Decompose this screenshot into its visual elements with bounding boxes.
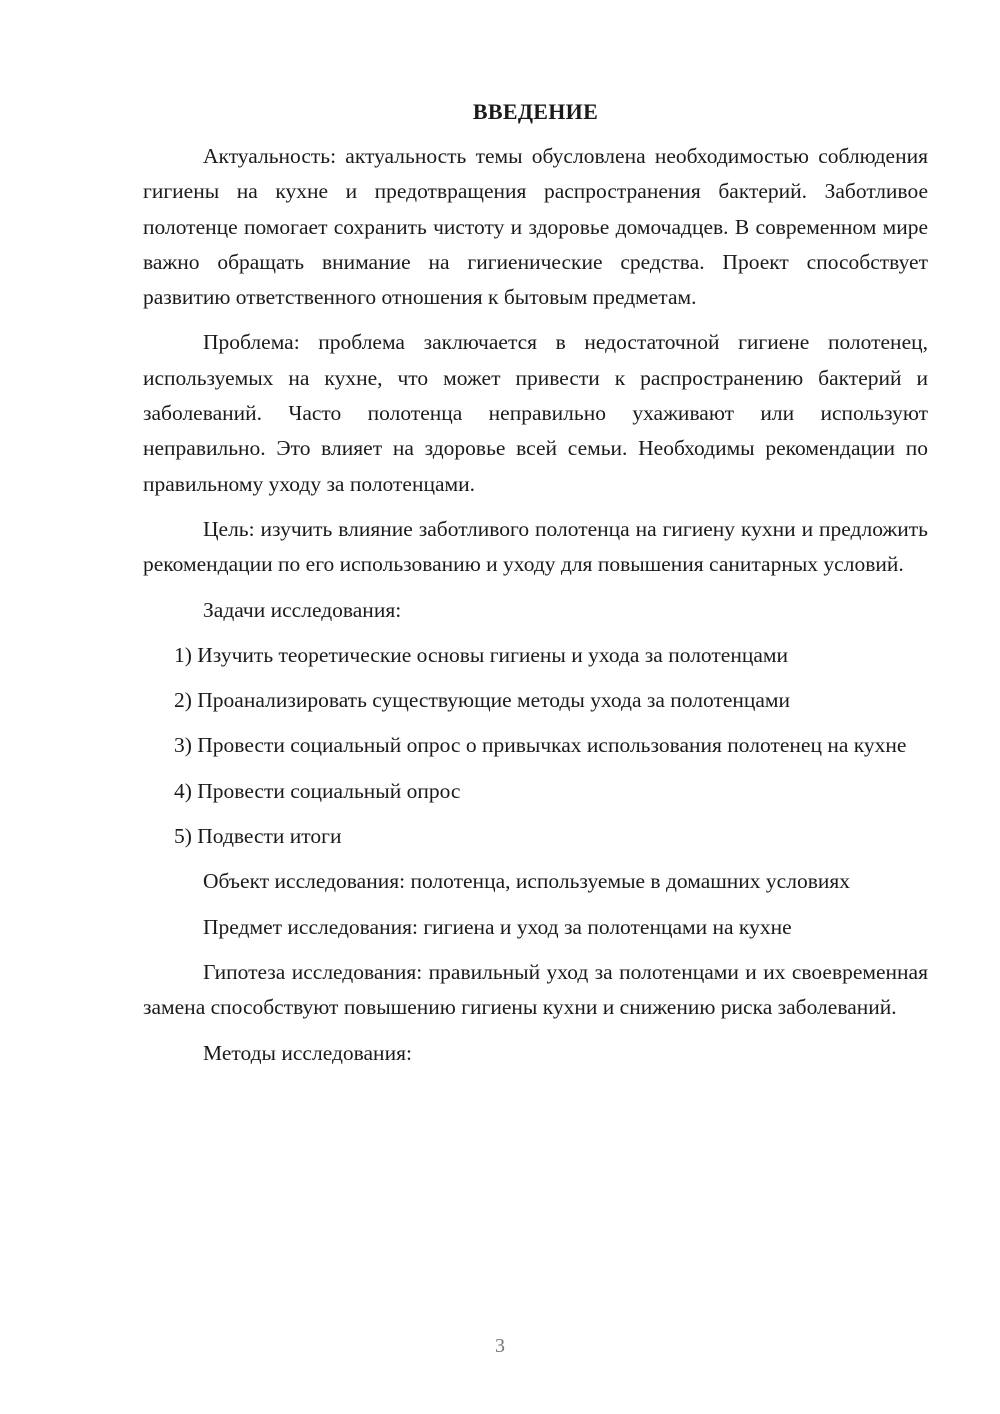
page-content <box>143 97 928 1081</box>
object-paragraph: Объект исследования: полотенца, используемые в домашних условиях <box>203 869 851 894</box>
task-item: 1) Изучить теоретические основы гигиены и ухода за полотенцами <box>174 642 788 667</box>
subject-paragraph: Предмет исследования: гигиена и уход за полотенцами на кухне <box>203 914 792 939</box>
methods-heading: Методы исследования: <box>203 1040 412 1065</box>
goal-paragraph: Цель: изучить влияние заботливого полотенца на гигиену кухни и предложить рекомендации по его использованию и уходу для повышения санитарных условий. <box>143 516 928 577</box>
problem-paragraph: Проблема: проблема заключается в недостаточной гигиене полотенец, используемых на кухне, что может привести к распространению бактерий и заболеваний. Часто полотенца неправильно ухаживают или используют неправильно. Это влияет на здоровье всей семьи. Необходимы рекомендации по правильному уходу за полотенцами. <box>143 330 928 496</box>
task-item: 4) Провести социальный опрос <box>174 778 461 803</box>
section-title: ВВЕДЕНИЕ <box>472 99 599 124</box>
relevance-paragraph: Актуальность: актуальность темы обусловлена необходимостью соблюдения гигиены на кухне и предотвращения распространения бактерий. Заботливое полотенце помогает сохранить чистоту и здоровье домочадцев. В современном мире важно обращать внимание на гигиенические средства. Проект способствует развитию ответственного отношения к бытовым предметам. <box>143 144 928 310</box>
task-item: 3) Провести социальный опрос о привычках использования полотенец на кухне <box>174 733 907 758</box>
task-item: 5) Подвести итоги <box>174 824 342 849</box>
task-item: 2) Проанализировать существующие методы ухода за полотенцами <box>174 688 791 713</box>
hypothesis-paragraph: Гипотеза исследования: правильный уход за полотенцами и их своевременная замена способствуют повышению гигиены кухни и снижению риска заболеваний. <box>143 959 928 1020</box>
tasks-heading: Задачи исследования: <box>203 597 402 622</box>
page-number: 3 <box>495 1335 505 1357</box>
